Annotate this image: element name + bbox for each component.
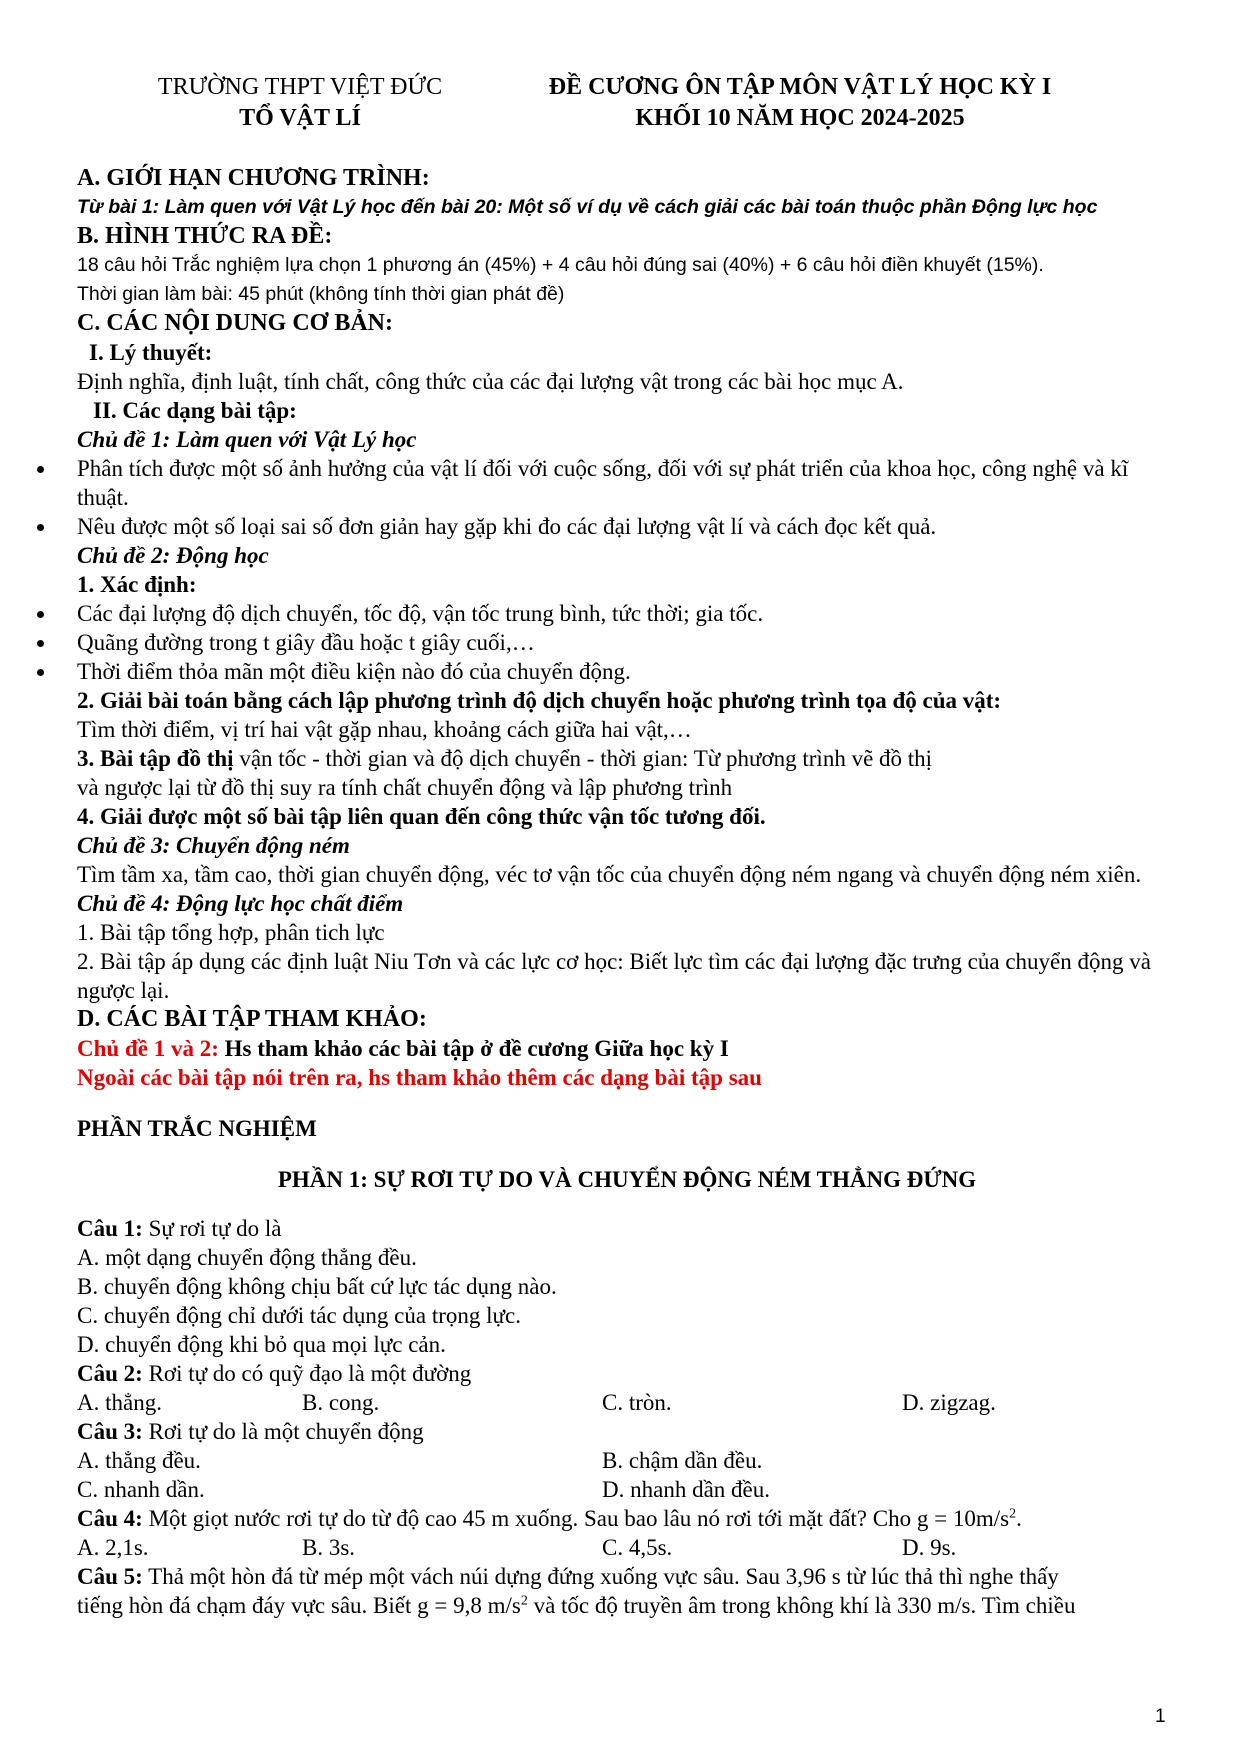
topic2-bullet-1: [77, 599, 1177, 628]
question-4: [77, 1504, 1177, 1533]
question-2: [77, 1359, 1177, 1388]
page-number: 1: [1155, 1706, 1166, 1727]
topic4-line1: 1. Bài tập tổng hợp, phân tich lực: [77, 920, 385, 945]
q1-option-d: D. chuyển động khi bỏ qua mọi lực cản.: [77, 1332, 446, 1357]
topic1-bullet-1: [77, 454, 1177, 512]
document-body: [77, 164, 1177, 1620]
q1-option-b: B. chuyển động không chịu bất cứ lực tác dụng nào.: [77, 1274, 557, 1299]
topic1-title: Chủ đề 1: Làm quen với Vật Lý học: [77, 427, 417, 452]
question-text: Rơi tự do là một chuyển động: [142, 1419, 424, 1444]
question-label: Câu 2:: [77, 1361, 143, 1386]
question-text: và tốc độ truyền âm trong không khí là 330 m/s. Tìm chiều: [527, 1593, 1076, 1618]
q1-option-a: A. một dạng chuyển động thẳng đều.: [77, 1245, 417, 1270]
question-label: Câu 3:: [77, 1419, 143, 1444]
exercises-title: II. Các dạng bài tập:: [93, 398, 297, 423]
topic1-bullet-2: [77, 512, 1177, 541]
topic3-text: Tìm tầm xa, tầm cao, thời gian chuyển động, véc tơ vận tốc của chuyển động ném ngang và chuyển động ném xiên.: [77, 862, 1142, 887]
section-b-line2: Thời gian làm bài: 45 phút (không tính thời gian phát đề): [77, 283, 565, 305]
section-d-red-label: Chủ đề 1 và 2:: [77, 1036, 219, 1061]
question-text: Sự rơi tự do là: [142, 1216, 282, 1241]
bullet-dot: [37, 640, 44, 647]
q4-options: [77, 1533, 1177, 1562]
q2-options: [77, 1388, 1177, 1417]
doc-title-line1: ĐỀ CƯƠNG ÔN TẬP MÔN VẬT LÝ HỌC KỲ I: [548, 74, 1052, 100]
question-label: Câu 1:: [77, 1216, 143, 1241]
topic2-title: Chủ đề 2: Động học: [77, 543, 269, 568]
spacer: [77, 1143, 1177, 1165]
school-name: TRƯỜNG THPT VIỆT ĐỨC: [157, 74, 443, 100]
question-1: [77, 1214, 1177, 1243]
section-d-line1: [77, 1034, 1177, 1063]
topic2-heading-3-bold: 3. Bài tập đồ thị: [77, 746, 234, 771]
q3-option-a: A. thẳng đều.: [77, 1448, 201, 1473]
bullet-text: Thời điểm thỏa mãn một điều kiện nào đó của chuyển động.: [77, 659, 631, 684]
question-label: Câu 5:: [77, 1564, 143, 1589]
section-d-line2: Ngoài các bài tập nói trên ra, hs tham khảo thêm các dạng bài tập sau: [77, 1065, 762, 1090]
q3-option-d: D. nhanh dần đều.: [602, 1477, 770, 1502]
section-a-scope: Từ bài 1: Làm quen với Vật Lý học đến bài 20: Một số ví dụ về cách giải các bài toán thuộc phần Động lực học: [77, 196, 1098, 218]
question-text: Rơi tự do có quỹ đạo là một đường: [142, 1361, 472, 1386]
topic4-title: Chủ đề 4: Động lực học chất điểm: [77, 891, 404, 916]
question-text-end: .: [1016, 1506, 1022, 1531]
question-5-line2: [77, 1591, 1177, 1620]
topic2-heading-4: 4. Giải được một số bài tập liên quan đến công thức vận tốc tương đối.: [77, 804, 766, 829]
topic2-bullet-2: [77, 628, 1177, 657]
superscript: 2: [1009, 1506, 1017, 1522]
q4-option-b: B. 3s.: [302, 1535, 356, 1560]
topic2-bullet-3: [77, 657, 1177, 686]
spacer: [77, 1092, 1177, 1114]
section-b-title: B. HÌNH THỨC RA ĐỀ:: [77, 223, 333, 249]
doc-title-line2: KHỐI 10 NĂM HỌC 2024-2025: [635, 105, 965, 131]
question-text: Thả một hòn đá từ mép một vách núi dựng đứng xuống vực sâu. Sau 3,96 s từ lúc thả thì nghe thấy: [142, 1564, 1059, 1589]
theory-title: I. Lý thuyết:: [89, 340, 213, 365]
section-a-title: A. GIỚI HẠN CHƯƠNG TRÌNH:: [77, 165, 430, 191]
spacer: [77, 1194, 1177, 1214]
q2-option-a: A. thẳng.: [77, 1390, 162, 1415]
topic2-heading-3: [77, 744, 1177, 773]
bullet-dot: [37, 466, 44, 473]
department-name: TỔ VẬT LÍ: [239, 105, 361, 131]
bullet-dot: [37, 611, 44, 618]
bullet-dot: [37, 524, 44, 531]
q4-option-a: A. 2,1s.: [77, 1535, 149, 1560]
question-3: [77, 1417, 1177, 1446]
section-c-title: C. CÁC NỘI DUNG CƠ BẢN:: [77, 310, 393, 336]
quiz-part-title: PHẦN TRẮC NGHIỆM: [77, 1116, 317, 1141]
bullet-text: Nêu được một số loại sai số đơn giản hay gặp khi đo các đại lượng vật lí và cách đọc kết quả.: [77, 514, 937, 539]
header-left: [140, 72, 460, 134]
question-text: tiếng hòn đá chạm đáy vực sâu. Biết g = 9,8 m/s: [77, 1593, 521, 1618]
q3-option-c: C. nhanh dần.: [77, 1477, 205, 1502]
q3-options-row2: [77, 1475, 1177, 1504]
topic2-heading-2: 2. Giải bài toán bằng cách lập phương trình độ dịch chuyển hoặc phương trình tọa độ của vật:: [77, 688, 1002, 713]
section-d-black-text: Hs tham khảo các bài tập ở đề cương Giữa học kỳ I: [218, 1036, 729, 1061]
bullet-dot: [37, 669, 44, 676]
topic3-title: Chủ đề 3: Chuyển động ném: [77, 833, 350, 858]
superscript: 2: [520, 1593, 528, 1609]
theory-text: Định nghĩa, định luật, tính chất, công thức của các đại lượng vật trong các bài học mục A.: [77, 369, 904, 394]
q2-option-b: B. cong.: [302, 1390, 380, 1415]
section-d-title: D. CÁC BÀI TẬP THAM KHẢO:: [77, 1006, 427, 1032]
topic2-heading-3-text: vận tốc - thời gian và độ dịch chuyển - thời gian: Từ phương trình vẽ đồ thị: [233, 746, 933, 771]
topic2-heading-2-text: Tìm thời điểm, vị trí hai vật gặp nhau, khoảng cách giữa hai vật,…: [77, 717, 692, 742]
q2-option-c: C. tròn.: [602, 1390, 672, 1415]
q1-option-c: C. chuyển động chỉ dưới tác dụng của trọng lực.: [77, 1303, 521, 1328]
q4-option-c: C. 4,5s.: [602, 1535, 673, 1560]
q3-options-row1: [77, 1446, 1177, 1475]
topic2-heading-3-text2: và ngược lại từ đồ thị suy ra tính chất chuyển động và lập phương trình: [77, 775, 733, 800]
q4-option-d: D. 9s.: [902, 1535, 957, 1560]
q2-option-d: D. zigzag.: [902, 1390, 996, 1415]
bullet-text: Phân tích được một số ảnh hưởng của vật lí đối với cuộc sống, đối với sự phát triển của khoa học, công nghệ và kĩ thuật.: [77, 456, 1129, 510]
bullet-text: Các đại lượng độ dịch chuyển, tốc độ, vận tốc trung bình, tức thời; gia tốc.: [77, 601, 764, 626]
question-text: Một giọt nước rơi tự do từ độ cao 45 m xuống. Sau bao lâu nó rơi tới mặt đất? Cho g = 10m/s: [142, 1506, 1010, 1531]
topic2-heading-1: 1. Xác định:: [77, 572, 197, 597]
question-label: Câu 4:: [77, 1506, 143, 1531]
section-b-line1: 18 câu hỏi Trắc nghiệm lựa chọn 1 phương án (45%) + 4 câu hỏi đúng sai (40%) + 6 câu hỏi điền khuyết (15%).: [77, 254, 1044, 276]
q3-option-b: B. chậm dần đều.: [602, 1448, 763, 1473]
quiz-section-title: PHẦN 1: SỰ RƠI TỰ DO VÀ CHUYỂN ĐỘNG NÉM THẲNG ĐỨNG: [277, 1167, 977, 1192]
question-5: [77, 1562, 1177, 1591]
bullet-text: Quãng đường trong t giây đầu hoặc t giây cuối,…: [77, 630, 535, 655]
topic4-line2: 2. Bài tập áp dụng các định luật Niu Tơn và các lực cơ học: Biết lực tìm các đại lượng đặc trưng của chuyển động và ngược lại.: [77, 949, 1151, 1003]
header-right: [510, 72, 1090, 134]
